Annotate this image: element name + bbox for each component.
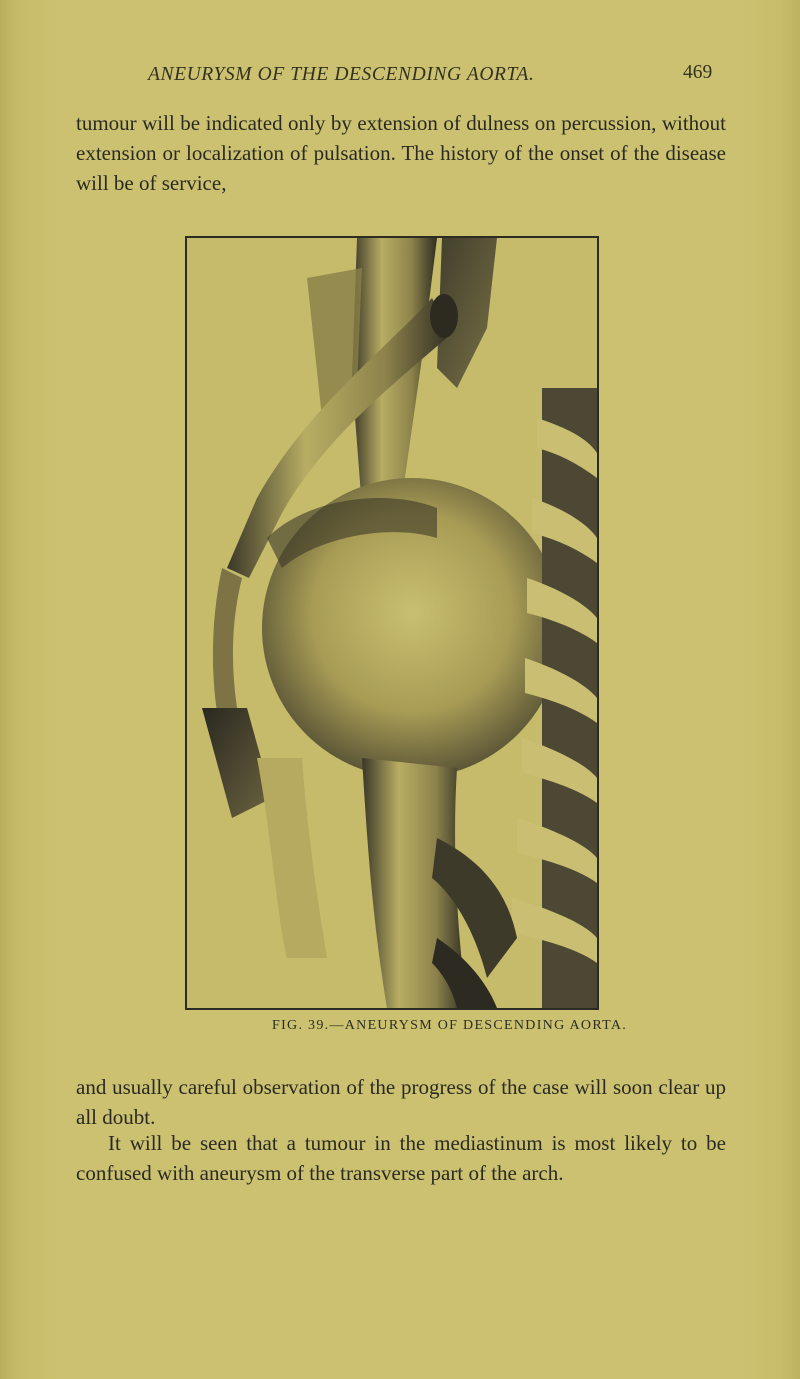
anatomical-illustration <box>185 236 599 1010</box>
running-head: ANEURYSM OF THE DESCENDING AORTA. <box>148 64 535 85</box>
paragraph-top: tumour will be indicated only by extension of dulness on percussion, without extension or localization of pulsation. The history of the onset of the disease will be of service, <box>76 111 726 195</box>
artery-cut-end <box>430 294 458 338</box>
paragraph-next: It will be seen that a tumour in the mediastinum is most likely to be confused with aneurysm of the transverse part of the arch. <box>76 1131 726 1185</box>
page-number: 469 <box>683 62 713 83</box>
paragraph-continued: and usually careful observation of the progress of the case will soon clear up all doubt. <box>76 1075 726 1129</box>
figure-caption: FIG. 39.—ANEURYSM OF DESCENDING AORTA. <box>272 1018 628 1033</box>
aneurysm-engraving <box>187 238 597 1008</box>
